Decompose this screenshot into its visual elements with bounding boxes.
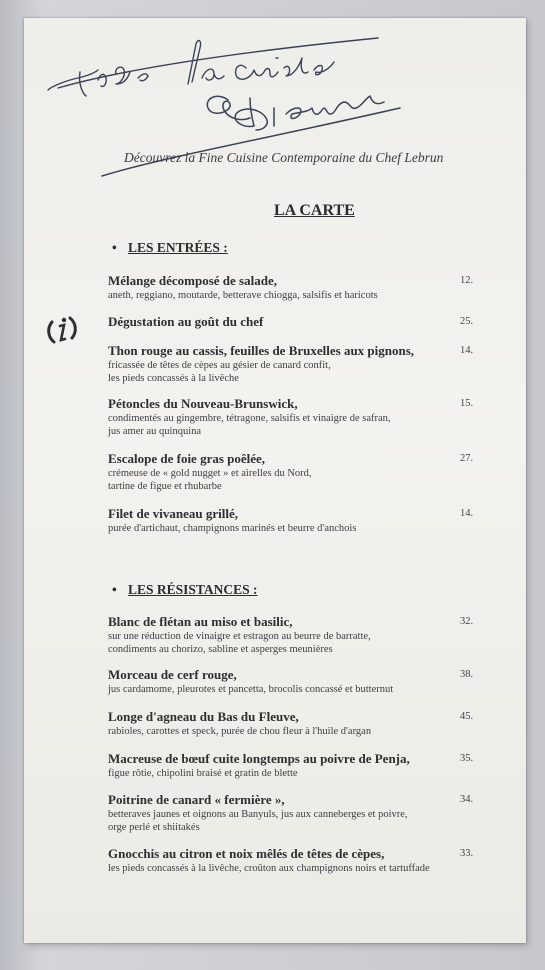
dish-description: rabioles, carottes et speck, purée de chou fleur à l'huile d'argan bbox=[108, 726, 372, 737]
menu-item bbox=[108, 343, 486, 385]
menu-item bbox=[108, 396, 486, 438]
dish-name: Mélange décomposé de salade, bbox=[108, 273, 277, 288]
dish-name: Macreuse de bœuf cuite longtemps au poivre de Penja, bbox=[108, 751, 410, 766]
menu-item bbox=[108, 273, 486, 302]
dish-description: purée d'artichaut, champignons marinés et beurre d'anchois bbox=[108, 523, 357, 534]
dish-name: Pétoncles du Nouveau-Brunswick, bbox=[108, 396, 298, 411]
dish-price: 12. bbox=[460, 275, 474, 286]
dish-price: 32. bbox=[460, 616, 474, 627]
dish-description: figue rôtie, chipolini braisé et gratin de blette bbox=[108, 768, 298, 779]
dish-name: Dégustation au goût du chef bbox=[108, 314, 264, 329]
dish-price: 34. bbox=[460, 794, 474, 805]
dish-price: 27. bbox=[460, 453, 474, 464]
dish-description: les pieds concassés à la livêche, croûton aux champignons noirs et tartuffade bbox=[108, 863, 430, 874]
menu-title: LA CARTE bbox=[274, 202, 355, 219]
menu-item bbox=[108, 846, 486, 875]
dish-description: condimentés au gingembre, tétragone, salsifis et vinaigre de safran, bbox=[108, 413, 391, 424]
info-logo-icon bbox=[44, 312, 80, 348]
menu-item bbox=[108, 709, 486, 738]
menu-item bbox=[108, 451, 486, 493]
dish-price: 25. bbox=[460, 316, 474, 327]
section-heading-resistances: • LES RÉSISTANCES : bbox=[112, 582, 258, 597]
section-heading-entrees: • LES ENTRÉES : bbox=[112, 240, 228, 255]
menu-item bbox=[108, 667, 486, 696]
dish-name: Escalope de foie gras poêlée, bbox=[108, 451, 266, 466]
dish-name: Poitrine de canard « fermière », bbox=[108, 792, 285, 807]
dish-description: aneth, reggiano, moutarde, betterave chiogga, salsifis et haricots bbox=[108, 290, 378, 301]
dish-price: 38. bbox=[460, 669, 474, 680]
dish-description: orge perlé et shiitakés bbox=[108, 822, 200, 833]
dish-price: 14. bbox=[460, 508, 474, 519]
dish-name: Gnocchis au citron et noix mêlés de têtes de cèpes, bbox=[108, 846, 385, 861]
dish-name: Thon rouge au cassis, feuilles de Bruxelles aux pignons, bbox=[108, 343, 415, 358]
dish-description: fricassée de têtes de cèpes au gésier de canard confit, bbox=[108, 360, 331, 371]
tagline: Découvrez la Fine Cuisine Contemporaine du Chef Lebrun bbox=[124, 150, 444, 165]
dish-price: 33. bbox=[460, 848, 474, 859]
dish-name: Blanc de flétan au miso et basilic, bbox=[108, 614, 293, 629]
dish-name: Longe d'agneau du Bas du Fleuve, bbox=[108, 709, 299, 724]
dish-description: jus cardamome, pleurotes et pancetta, brocolis concassé et butternut bbox=[108, 684, 394, 695]
dish-description: condiments au chorizo, sabline et asperges meunières bbox=[108, 644, 333, 655]
dish-price: 45. bbox=[460, 711, 474, 722]
dish-name: Morceau de cerf rouge, bbox=[108, 667, 237, 682]
menu-item bbox=[108, 506, 486, 535]
menu-item bbox=[108, 314, 486, 330]
dish-description: betteraves jaunes et oignons au Banyuls, jus aux canneberges et poivre, bbox=[108, 809, 408, 820]
dish-price: 35. bbox=[460, 753, 474, 764]
menu-item bbox=[108, 792, 486, 834]
dish-description: jus amer au quinquina bbox=[108, 426, 202, 437]
dish-description: crémeuse de « gold nugget » et airelles du Nord, bbox=[108, 468, 312, 479]
menu-item bbox=[108, 614, 486, 656]
dish-price: 15. bbox=[460, 398, 474, 409]
dish-description: les pieds concassés à la livêche bbox=[108, 373, 239, 384]
menu-item bbox=[108, 751, 486, 780]
dish-description: tartine de figue et rhubarbe bbox=[108, 481, 222, 492]
dish-name: Filet de vivaneau grillé, bbox=[108, 506, 238, 521]
dish-description: sur une réduction de vinaigre et estragon au beurre de barratte, bbox=[108, 631, 371, 642]
dish-price: 14. bbox=[460, 345, 474, 356]
